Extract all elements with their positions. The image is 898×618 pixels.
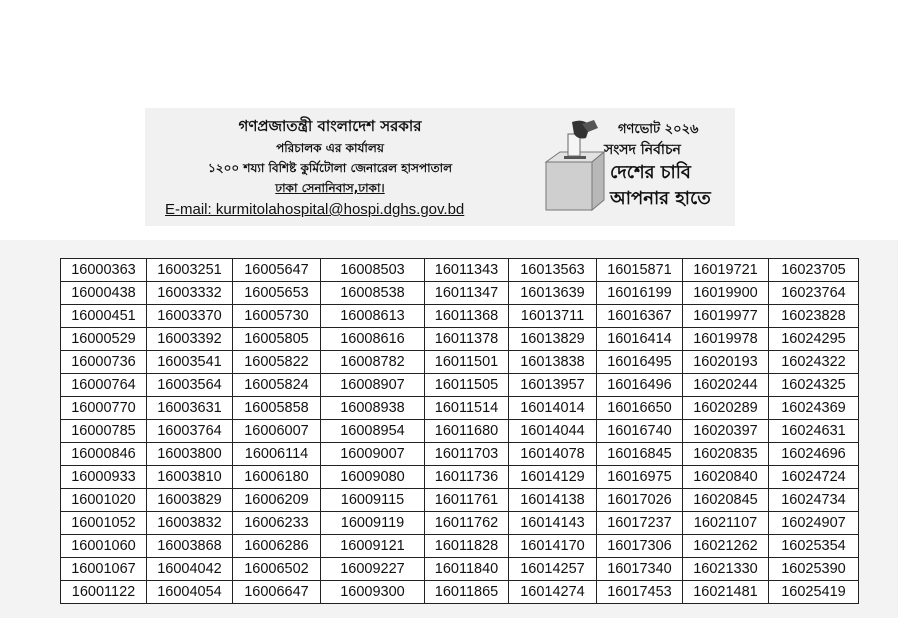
table-cell: 16016414 [597,328,683,351]
table-cell: 16014129 [509,466,597,489]
table-cell: 16014257 [509,558,597,581]
table-cell: 16024631 [769,420,859,443]
table-cell: 16023828 [769,305,859,328]
table-cell: 16005824 [233,374,321,397]
table-cell: 16000438 [61,282,147,305]
table-cell: 16023764 [769,282,859,305]
table-cell: 16016650 [597,397,683,420]
table-cell: 16017237 [597,512,683,535]
table-cell: 16024369 [769,397,859,420]
table-cell: 16009115 [321,489,425,512]
table-cell: 16013838 [509,351,597,374]
table-cell: 16014078 [509,443,597,466]
table-cell: 16011505 [425,374,509,397]
office-title: পরিচালক এর কার্যালয় [276,141,384,155]
table-cell: 16000933 [61,466,147,489]
table-cell: 16003251 [147,259,233,282]
table-cell: 16004042 [147,558,233,581]
table-cell: 16017453 [597,581,683,604]
table-cell: 16011840 [425,558,509,581]
table-cell: 16013711 [509,305,597,328]
table-cell: 16003370 [147,305,233,328]
letterhead [145,114,515,198]
table-cell: 16014170 [509,535,597,558]
table-cell: 16016495 [597,351,683,374]
table-row [61,512,859,535]
table-cell: 16025419 [769,581,859,604]
table-cell: 16011736 [425,466,509,489]
table-cell: 16020244 [683,374,769,397]
table-cell: 16003392 [147,328,233,351]
table-row [61,535,859,558]
table-cell: 16008613 [321,305,425,328]
table-row [61,374,859,397]
table-cell: 16016975 [597,466,683,489]
table-cell: 16013829 [509,328,597,351]
table-cell: 16019900 [683,282,769,305]
logo-line-slogan-1: দেশের চাবি [610,162,691,183]
table-cell: 16013957 [509,374,597,397]
table-cell: 16011347 [425,282,509,305]
table-cell: 16016367 [597,305,683,328]
table-cell: 16001122 [61,581,147,604]
table-cell: 16019721 [683,259,769,282]
table-cell: 16003764 [147,420,233,443]
table-cell: 16006647 [233,581,321,604]
table-cell: 16014044 [509,420,597,443]
election-logo [538,112,728,220]
table-cell: 16011368 [425,305,509,328]
table-cell: 16023705 [769,259,859,282]
table-cell: 16009227 [321,558,425,581]
table-cell: 16020193 [683,351,769,374]
table-cell: 16020397 [683,420,769,443]
table-cell: 16000770 [61,397,147,420]
table-cell: 16024724 [769,466,859,489]
table-row [61,420,859,443]
table-row [61,466,859,489]
email-address: E-mail: kurmitolahospital@hospi.dghs.gov.bd [165,201,465,218]
table-cell: 16016496 [597,374,683,397]
table-cell: 16025354 [769,535,859,558]
table-cell: 16024325 [769,374,859,397]
table-cell: 16008907 [321,374,425,397]
table-cell: 16021481 [683,581,769,604]
table-cell: 16017306 [597,535,683,558]
table-cell: 16009119 [321,512,425,535]
logo-line-election: সংসদ নির্বাচন [604,142,681,158]
table-cell: 16024322 [769,351,859,374]
table-cell: 16000785 [61,420,147,443]
table-cell: 16017340 [597,558,683,581]
government-title: গণপ্রজাতন্ত্রী বাংলাদেশ সরকার [238,117,422,135]
table-cell: 16011343 [425,259,509,282]
table-cell: 16016845 [597,443,683,466]
table-cell: 16024696 [769,443,859,466]
address-line: ঢাকা সেনানিবাস,ঢাকা। [275,181,385,195]
table-cell: 16006180 [233,466,321,489]
table-cell: 16005730 [233,305,321,328]
table-cell: 16005653 [233,282,321,305]
table-cell: 16016740 [597,420,683,443]
table-cell: 16024907 [769,512,859,535]
table-cell: 16008503 [321,259,425,282]
table-cell: 16011514 [425,397,509,420]
table-cell: 16008538 [321,282,425,305]
table-cell: 16011501 [425,351,509,374]
table-cell: 16019977 [683,305,769,328]
table-cell: 16020289 [683,397,769,420]
table-cell: 16011865 [425,581,509,604]
table-row [61,351,859,374]
table-cell: 16011680 [425,420,509,443]
table-cell: 16003832 [147,512,233,535]
table-row [61,397,859,420]
table-cell: 16000451 [61,305,147,328]
table-cell: 16008782 [321,351,425,374]
hospital-name: ১২০০ শয্যা বিশিষ্ট কুর্মিটোলা জেনারেল হাসপাতাল [207,161,453,175]
table-cell: 16013563 [509,259,597,282]
table-cell: 16000529 [61,328,147,351]
table-cell: 16011378 [425,328,509,351]
table-cell: 16001052 [61,512,147,535]
table-cell: 16008616 [321,328,425,351]
table-cell: 16006114 [233,443,321,466]
logo-line-referendum: গণভোট ২০২৬ [618,122,699,137]
table-cell: 16025390 [769,558,859,581]
table-cell: 16006502 [233,558,321,581]
ballot-box-icon [538,112,608,220]
table-cell: 16006286 [233,535,321,558]
table-cell: 16001067 [61,558,147,581]
table-cell: 16011761 [425,489,509,512]
table-cell: 16001060 [61,535,147,558]
table-cell: 16024295 [769,328,859,351]
table-row [61,282,859,305]
table-row [61,489,859,512]
table-cell: 16003631 [147,397,233,420]
table-cell: 16003541 [147,351,233,374]
table-cell: 16005858 [233,397,321,420]
table-cell: 16021330 [683,558,769,581]
table-row [61,581,859,604]
table-cell: 16006007 [233,420,321,443]
table-cell: 16005822 [233,351,321,374]
table-cell: 16014143 [509,512,597,535]
table-cell: 16000846 [61,443,147,466]
table-cell: 16015871 [597,259,683,282]
table-cell: 16004054 [147,581,233,604]
table-cell: 16005647 [233,259,321,282]
table-cell: 16003564 [147,374,233,397]
table-cell: 16020840 [683,466,769,489]
table-cell: 16005805 [233,328,321,351]
table-cell: 16000363 [61,259,147,282]
table-cell: 16009300 [321,581,425,604]
number-table [60,258,859,604]
table-cell: 16014274 [509,581,597,604]
table-cell: 16021107 [683,512,769,535]
table-cell: 16008938 [321,397,425,420]
table-cell: 16020835 [683,443,769,466]
table-cell: 16013639 [509,282,597,305]
table-cell: 16003829 [147,489,233,512]
table-cell: 16014014 [509,397,597,420]
table-row [61,305,859,328]
table-cell: 16021262 [683,535,769,558]
table-cell: 16008954 [321,420,425,443]
table-cell: 16000764 [61,374,147,397]
table-cell: 16014138 [509,489,597,512]
table-cell: 16001020 [61,489,147,512]
table-cell: 16009121 [321,535,425,558]
table-cell: 16011762 [425,512,509,535]
table-cell: 16003868 [147,535,233,558]
table-row [61,259,859,282]
table-cell: 16006233 [233,512,321,535]
table-row [61,443,859,466]
table-cell: 16009080 [321,466,425,489]
table-cell: 16011828 [425,535,509,558]
table-row [61,558,859,581]
table-cell: 16011703 [425,443,509,466]
table-cell: 16024734 [769,489,859,512]
table-cell: 16006209 [233,489,321,512]
table-cell: 16017026 [597,489,683,512]
table-cell: 16009007 [321,443,425,466]
table-cell: 16020845 [683,489,769,512]
table-cell: 16016199 [597,282,683,305]
table-cell: 16000736 [61,351,147,374]
table-cell: 16019978 [683,328,769,351]
table-cell: 16003800 [147,443,233,466]
table-row [61,328,859,351]
table-cell: 16003810 [147,466,233,489]
logo-line-slogan-2: আপনার হাতে [610,188,711,209]
table-body [61,259,859,604]
table-cell: 16003332 [147,282,233,305]
